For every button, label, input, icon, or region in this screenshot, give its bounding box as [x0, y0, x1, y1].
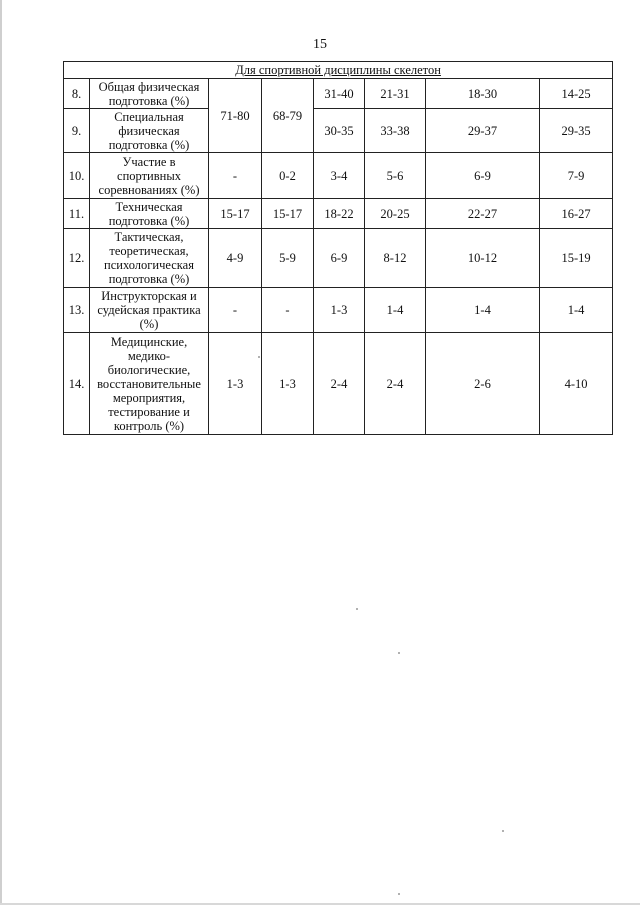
cell-value: 1-3: [262, 333, 314, 435]
cell-value: 7-9: [540, 153, 613, 199]
page-edge: [0, 0, 2, 905]
scan-speck: [398, 893, 400, 895]
row-name: Техническая подготовка (%): [90, 199, 209, 229]
row-name: Участие в спортивных соревнованиях (%): [90, 153, 209, 199]
cell-value: 21-31: [365, 79, 426, 109]
table-caption: Для спортивной дисциплины скелетон: [64, 62, 613, 79]
table-row: [64, 333, 613, 435]
page-number: 15: [313, 37, 327, 52]
cell-value: 29-37: [426, 109, 540, 153]
row-name: Тактическая, теоретическая, психологическая подготовка (%): [90, 229, 209, 288]
cell-value: -: [209, 288, 262, 333]
row-name: Медицинские, медико-биологические, восстановительные мероприятия, тестирование и контроль (%): [90, 333, 209, 435]
scan-speck: [356, 608, 358, 610]
cell-value: 15-19: [540, 229, 613, 288]
scan-speck: [258, 356, 260, 358]
training-table: [63, 61, 613, 435]
cell-value: 2-6: [426, 333, 540, 435]
cell-value: 22-27: [426, 199, 540, 229]
cell-value: 18-30: [426, 79, 540, 109]
cell-value: 4-9: [209, 229, 262, 288]
cell-value: -: [262, 288, 314, 333]
row-name: Общая физическая подготовка (%): [90, 79, 209, 109]
cell-value: 14-25: [540, 79, 613, 109]
scan-speck: [502, 830, 504, 832]
row-name: Инструкторская и судейская практика (%): [90, 288, 209, 333]
cell-value: 6-9: [314, 229, 365, 288]
cell-value: 2-4: [314, 333, 365, 435]
row-number: 10.: [64, 153, 90, 199]
cell-value: 1-4: [540, 288, 613, 333]
row-number: 9.: [64, 109, 90, 153]
cell-value: 29-35: [540, 109, 613, 153]
table-row: [64, 199, 613, 229]
row-number: 13.: [64, 288, 90, 333]
cell-value: 1-4: [365, 288, 426, 333]
cell-value: 18-22: [314, 199, 365, 229]
row-number: 12.: [64, 229, 90, 288]
scan-speck: [398, 652, 400, 654]
cell-value: 3-4: [314, 153, 365, 199]
cell-value: 6-9: [426, 153, 540, 199]
cell-value: 16-27: [540, 199, 613, 229]
cell-value: 33-38: [365, 109, 426, 153]
cell-value: 0-2: [262, 153, 314, 199]
table-row: [64, 79, 613, 109]
table-row: [64, 109, 613, 153]
cell-value: 5-9: [262, 229, 314, 288]
cell-value: 8-12: [365, 229, 426, 288]
row-number: 14.: [64, 333, 90, 435]
cell-value: 30-35: [314, 109, 365, 153]
cell-value: 71-80: [209, 79, 262, 153]
table-row: [64, 153, 613, 199]
cell-value: 68-79: [262, 79, 314, 153]
row-number: 8.: [64, 79, 90, 109]
table-row: [64, 288, 613, 333]
cell-value: 1-3: [314, 288, 365, 333]
cell-value: 20-25: [365, 199, 426, 229]
row-name: Специальная физическая подготовка (%): [90, 109, 209, 153]
table-row: [64, 229, 613, 288]
row-number: 11.: [64, 199, 90, 229]
cell-value: -: [209, 153, 262, 199]
cell-value: 15-17: [262, 199, 314, 229]
cell-value: 2-4: [365, 333, 426, 435]
cell-value: 15-17: [209, 199, 262, 229]
cell-value: 5-6: [365, 153, 426, 199]
cell-value: 1-4: [426, 288, 540, 333]
cell-value: 1-3: [209, 333, 262, 435]
cell-value: 4-10: [540, 333, 613, 435]
cell-value: 31-40: [314, 79, 365, 109]
table-caption-row: [64, 62, 613, 79]
cell-value: 10-12: [426, 229, 540, 288]
